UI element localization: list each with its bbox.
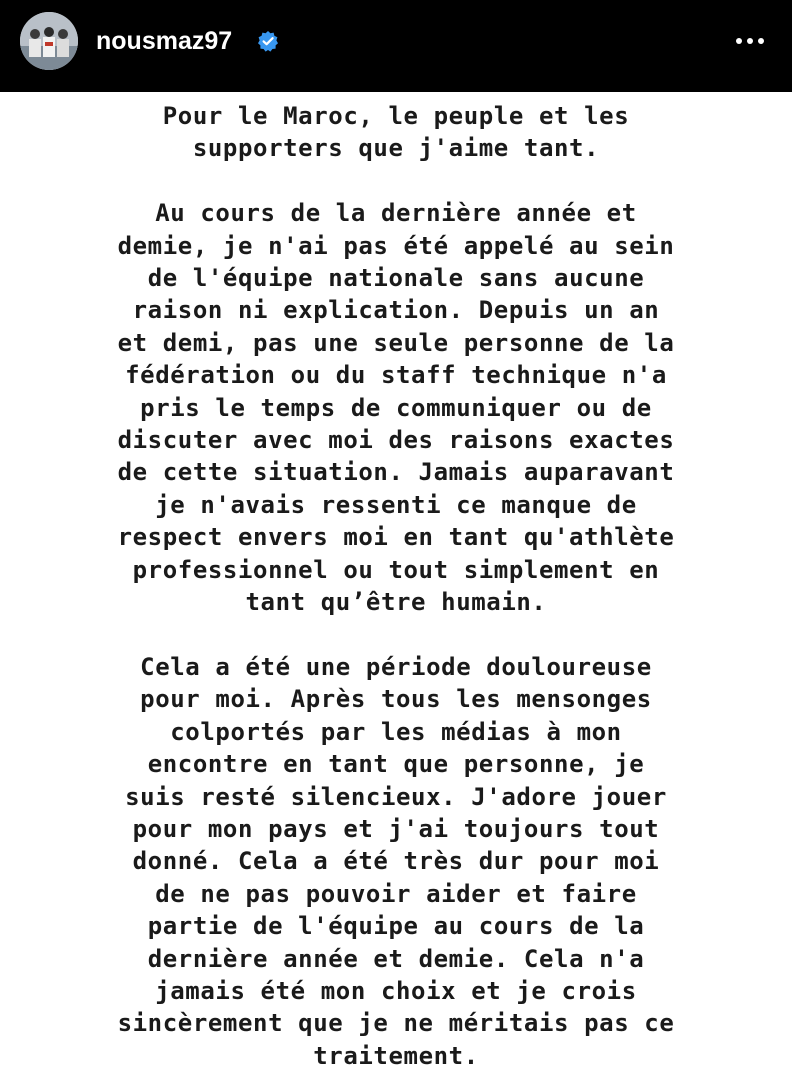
story-line: de cette situation. Jamais auparavant [117,458,675,487]
story-line: discuter avec moi des raisons exactes [117,426,675,455]
username[interactable]: nousmaz97 [96,27,233,55]
story-line: fédération ou du staff technique n'a [125,361,667,390]
more-options-button[interactable] [734,34,766,48]
story-header [0,0,792,92]
story-line: respect envers moi en tant qu'athlète [117,523,675,552]
story-line: traitement. [313,1041,479,1070]
story-line: colportés par les médias à mon [170,717,622,746]
story-paragraph [0,651,792,1072]
story-line: professionnel ou tout simplement en [132,555,660,584]
story-line: de l'équipe nationale sans aucune [147,264,645,293]
paragraph-gap [0,165,792,197]
story-line: de ne pas pouvoir aider et faire [155,879,637,908]
story-line: Pour le Maroc, le peuple et les [162,102,630,130]
story-line: dernière année et demie. Cela n'a [147,944,645,973]
story-line: supporters que j'aime tant. [192,134,600,163]
story-line: pour moi. Après tous les mensonges [140,685,652,714]
story-line: Cela a été une période douloureuse [140,652,652,681]
avatar-photo-icon [20,12,78,70]
story-line: jamais été mon choix et je crois [155,976,637,1005]
story-line: pris le temps de communiquer ou de [140,393,652,422]
story-line: Au cours de la dernière année et [155,199,637,228]
story-line: partie de l'équipe au cours de la [147,912,645,941]
story-text [0,100,792,1072]
story-line: encontre en tant que personne, je [147,750,645,779]
avatar[interactable] [20,12,78,70]
story-line: tant qu’être humain. [245,588,547,617]
verified-badge-icon [257,30,279,52]
paragraph-gap [0,618,792,650]
story-line: suis resté silencieux. J'adore jouer [125,782,667,811]
more-dots-icon [734,34,766,48]
story-line: pour mon pays et j'ai toujours tout [132,814,660,843]
story-line: sincèrement que je ne méritais pas ce [117,1009,675,1038]
story-line: donné. Cela a été très dur pour moi [132,847,660,876]
story-line: je n'avais ressenti ce manque de [155,490,637,519]
story-paragraph [0,100,792,165]
story-paragraph [0,197,792,618]
story-line: raison ni explication. Depuis un an [132,296,660,325]
story-line: demie, je n'ai pas été appelé au sein [117,231,675,260]
story-line: et demi, pas une seule personne de la [117,328,675,357]
